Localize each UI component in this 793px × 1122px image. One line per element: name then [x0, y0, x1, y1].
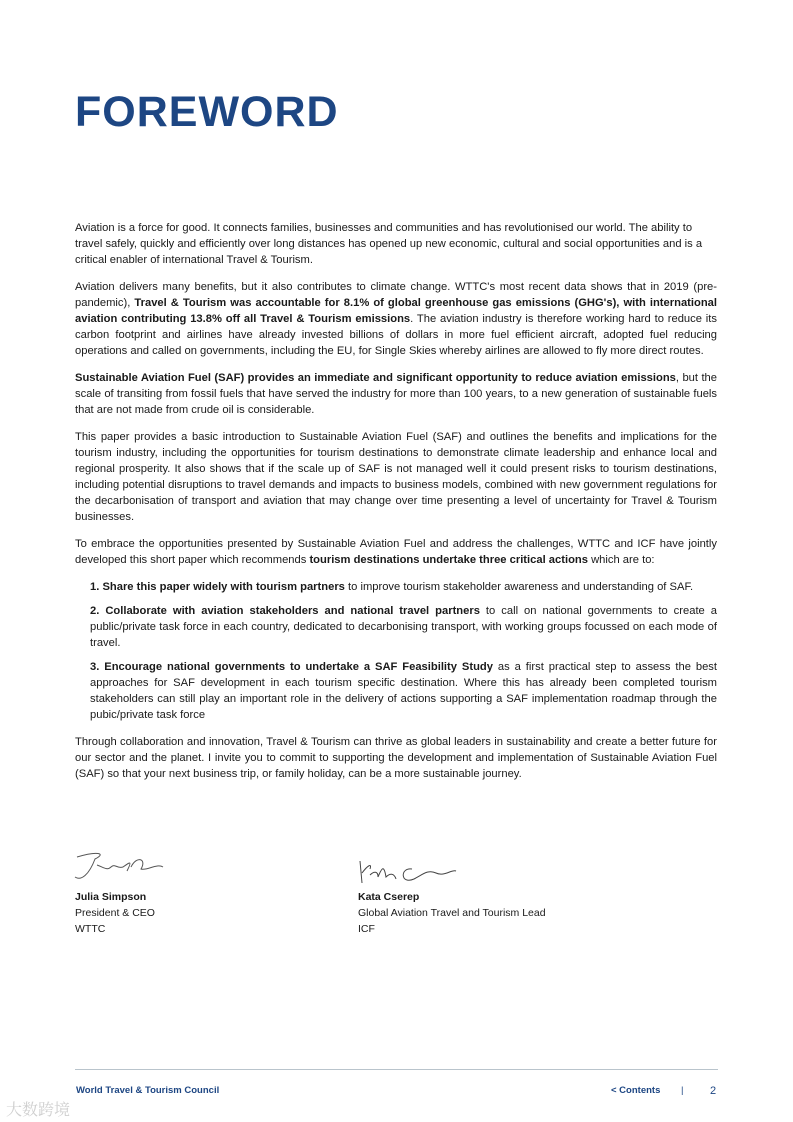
paragraph-6: Through collaboration and innovation, Travel & Tourism can thrive as global leaders in sustainability and create a better future for our sector and the planet. I invite you to commit to supporting the development and implementation of Sustainable Aviation Fuel (SAF) so that your next business trip, or family holiday, can be a more sustainable journey.: [75, 736, 717, 780]
paragraph-5: [75, 536, 717, 568]
signatory-julia-simpson: [75, 845, 155, 937]
signatory-org: ICF: [358, 923, 375, 935]
paragraph-1: Aviation is a force for good. It connects families, businesses and communities and has revolutionised our world. The ability to travel safely, quickly and efficiently over long distances has opened up new economic, cultural and social opportunities and is a critical enabler of international Travel & Tourism.: [75, 222, 703, 266]
signatory-name: Julia Simpson: [75, 891, 147, 903]
action-text: to improve tourism stakeholder awareness and understanding of SAF.: [344, 581, 694, 593]
footer-divider: [75, 1069, 718, 1070]
paragraph-3: [75, 370, 717, 418]
page-title: FOREWORD: [75, 88, 339, 136]
signatory-role: President & CEO: [75, 907, 155, 919]
action-title: 1. Share this paper widely with tourism partners: [90, 581, 345, 593]
action-title: 3. Encourage national governments to undertake a SAF Feasibility Study: [90, 661, 493, 673]
text: , but the scale of transiting from fossil fuels that have served the industry for more than 100 years, to a new generation of sustainable fuels that are not made from crude oil is considerable.: [75, 372, 718, 416]
text: Aviation delivers many benefits, but it also contributes to climate change. WTTC's most recent data shows that in 2019 (pre-pandemic),: [75, 281, 717, 309]
page-number: 2: [710, 1085, 717, 1097]
emphasis: tourism destinations undertake three critical actions: [309, 554, 588, 566]
signatory-role: Global Aviation Travel and Tourism Lead: [358, 907, 546, 919]
action-text: as a first practical step to assess the best approaches for SAF development in each tourism specific destination. Where this has already been completed tourism stakeholders can still play an important role in the delivery of actions supporting a SAF implementation roadmap through the pubic/private task force: [90, 661, 717, 721]
action-text: to call on national governments to create a public/private task force in each country, dedicated to decarbonising transport, with working groups focussed on each mode of travel.: [90, 605, 717, 649]
text: . The aviation industry is therefore working hard to reduce its carbon footprint and airlines have already invested billions of dollars in more fuel efficient aircraft, adopted fuel reducing operations and called on governments, including the EU, for Single Skies whereby airlines are allowed to fly more direct routes.: [75, 313, 717, 357]
foreword-body: [75, 220, 717, 793]
contents-link[interactable]: < Contents: [611, 1085, 661, 1096]
watermark: 大数跨境: [6, 1102, 71, 1119]
signature-scribble: [356, 855, 466, 895]
text: which are to:: [587, 554, 655, 566]
signature-image: [75, 845, 155, 889]
signature-scribble: [67, 845, 177, 885]
signatory-name: Kata Cserep: [358, 891, 420, 903]
footer-separator: |: [681, 1085, 684, 1096]
action-item-3: [90, 659, 717, 723]
signatory-kata-cserep: [358, 845, 546, 937]
signature-image: [358, 845, 546, 889]
text: To embrace the opportunities presented by Sustainable Aviation Fuel and address the challenges, WTTC and ICF have jointly developed this short paper which recommends: [75, 538, 717, 566]
action-item-2: [90, 603, 717, 651]
action-item-1: [90, 579, 717, 595]
paragraph-2: [75, 279, 717, 359]
action-title: 2. Collaborate with aviation stakeholders and national travel partners: [90, 605, 480, 617]
footer-org: World Travel & Tourism Council: [76, 1085, 220, 1096]
emphasis: Travel & Tourism was accountable for 8.1% of global greenhouse gas emissions (GHG's), with international aviation contributing 13.8% off all Travel & Tourism emissions: [75, 297, 717, 325]
paragraph-4: This paper provides a basic introduction to Sustainable Aviation Fuel (SAF) and outlines the benefits and implications for the tourism industry, including the opportunities for tourism destinations to demonstrate climate leadership and enhance local and regional prosperity. It also shows that if the scale up of SAF is not managed well it could present risks to tourism destinations, including potential disruptions to travel demands and impacts to business models, combined with new government regulations for the decarbonisation of transport and aviation that may change over time presenting a level of uncertainty for Travel & Tourism businesses.: [75, 431, 717, 523]
emphasis: Sustainable Aviation Fuel (SAF) provides an immediate and significant opportunity to reduce aviation emissions: [75, 372, 676, 384]
signatory-org: WTTC: [75, 923, 106, 935]
